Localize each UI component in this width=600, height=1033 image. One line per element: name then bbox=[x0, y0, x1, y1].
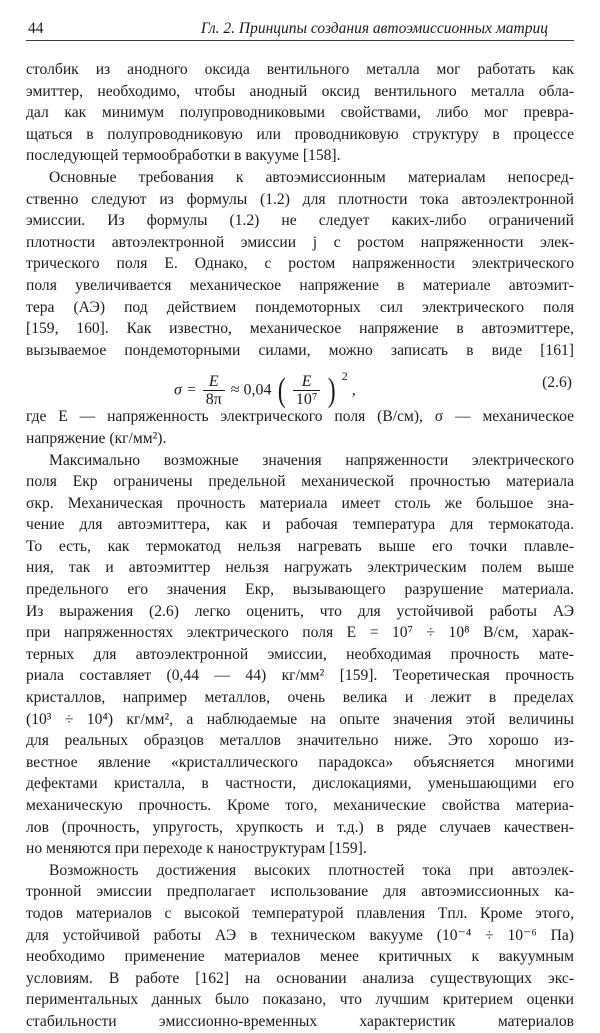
fraction-denominator: 10⁷ bbox=[295, 391, 318, 409]
text-line: напряжение (кг/мм²). bbox=[26, 429, 167, 447]
text-line: щаться в полупроводниковую или проводниковую структуру в процессе bbox=[26, 125, 574, 143]
text-line: эмиссии. Из формулы (1.2) не следует каких-либо ограничений bbox=[26, 212, 574, 230]
text-line: ственно следуют из формулы (1.2) для плотности тока автоэлектронной bbox=[26, 190, 574, 208]
text-line: эмиттер, необходимо, чтобы анодный оксид вентильного металла обла- bbox=[26, 82, 574, 100]
text-line: условиям. В работе [162] на основании анализа существующих экс- bbox=[26, 969, 574, 987]
text-line: тронной эмиссии предполагает использование для автоэмиссионных ка- bbox=[26, 883, 574, 901]
equation-formula bbox=[174, 366, 356, 408]
text-line: стабильности эмиссионно-временных характеристик материалов bbox=[26, 1012, 574, 1030]
text-line: механическую прочность. Кроме того, механические свойства материа- bbox=[26, 797, 574, 814]
page-number: 44 bbox=[28, 20, 44, 37]
chapter-title: Гл. 2. Принципы создания автоэмиссионных матриц bbox=[200, 20, 548, 37]
text-line: поля увеличивается механическое напряжение в материале автоэмит- bbox=[26, 276, 574, 294]
text-line: дал как минимум полупроводниковыми свойствами, либо мог превра- bbox=[26, 104, 574, 122]
text-line: столбик из анодного оксида вентильного металла мог работать как bbox=[26, 61, 574, 78]
text-line: терных для автоэлектронной эмиссии, необходимая прочность мате- bbox=[26, 645, 574, 663]
text-line: для реальных образцов металлов значительно ниже. Это хорошо из- bbox=[26, 732, 574, 750]
equation-lhs: σ = bbox=[174, 381, 197, 399]
text-line: дефектами кристалла, в частности, дислокациями, уменьшающими его bbox=[26, 775, 574, 793]
text-line: тера (АЭ) под действием пондемоторных сил электрического поля bbox=[26, 298, 574, 316]
text-line: периментальных данных было показано, что лучшим критерием оценки bbox=[26, 991, 574, 1009]
equation-exponent: 2 bbox=[341, 369, 348, 384]
text-line: [159, 160]. Как известно, механическое напряжение в автоэмиттере, bbox=[26, 320, 574, 338]
text-line: тодов материалов с высокой температурой плавления Tпл. Кроме этого, bbox=[26, 904, 574, 922]
fraction-numerator: E bbox=[293, 373, 321, 391]
fraction-e-over-10-7 bbox=[293, 373, 321, 408]
text-line: кристаллов, например металлов, очень велика и лежит в пределах bbox=[26, 689, 574, 707]
right-paren: ) bbox=[328, 371, 337, 409]
equation-comma: , bbox=[351, 381, 356, 399]
text-line: трического поля E. Однако, с ростом напряженности электрического bbox=[26, 255, 574, 273]
fraction-e-over-8pi bbox=[203, 373, 225, 408]
text-line: Возможность достижения высоких плотностей тока при автоэлек- bbox=[49, 861, 574, 879]
text-line: при напряженностях электрического поля E = 10⁷ ÷ 10⁸ В/см, харак- bbox=[26, 624, 574, 642]
text-line: Максимально возможные значения напряженности электрического bbox=[49, 451, 574, 469]
text-line: (10³ ÷ 10⁴) кг/мм², а наблюдаемые на опыте значения этой величины bbox=[26, 710, 574, 728]
text-line: для устойчивой работы АЭ в техническом вакууме (10⁻⁴ ÷ 10⁻⁶ Па) bbox=[26, 926, 574, 944]
left-paren: ( bbox=[277, 371, 286, 409]
text-line: но меняются при переходе к наноструктурам [159]. bbox=[26, 840, 367, 858]
text-line: риала составляет (0,44 — 44) кг/мм² [159]. Теоретическая прочность bbox=[26, 667, 574, 685]
text-line: вызываемое пондемоторными силами, можно записать в виде [161] bbox=[26, 341, 574, 359]
text-line: где E — напряженность электрического поля (В/см), σ — механическое bbox=[26, 408, 574, 426]
text-line: σкр. Механическая прочность материала имеет столь же большое зна- bbox=[26, 494, 574, 512]
text-line: чение для автоэмиттера, как и рабочая температура для термокатода. bbox=[26, 516, 574, 534]
equation-2-6 bbox=[26, 362, 574, 409]
fraction-denominator: 8π bbox=[205, 391, 222, 409]
text-line: лов (прочность, упругость, хрупкость и т.д.) в ряде случаев качествен- bbox=[26, 818, 574, 836]
equation-approx: ≈ 0,04 bbox=[230, 381, 272, 399]
text-line: ния, так и автоэмиттер нельзя нагружать электрическим полем выше bbox=[26, 559, 574, 577]
text-line: поля Eкр ограничены предельной механической прочностью материала bbox=[26, 473, 574, 491]
text-line: необходимо применение материалов менее критичных к вакуумным bbox=[26, 948, 574, 966]
equation-number: (2.6) bbox=[542, 374, 572, 392]
text-line: То есть, как термокатод нельзя нагревать выше его точки плавле- bbox=[26, 537, 574, 555]
book-page bbox=[26, 20, 574, 1033]
fraction-numerator: E bbox=[203, 373, 225, 391]
text-line: предельного его значения Eкр, вызывающего разрушение материала. bbox=[26, 581, 574, 599]
running-header bbox=[26, 20, 574, 41]
page-body bbox=[26, 59, 574, 1033]
text-line: последующей термообработки в вакууме [158]. bbox=[26, 147, 341, 165]
text-line: плотности автоэлектронной эмиссии j с ростом напряженности элек- bbox=[26, 233, 574, 251]
text-line: Основные требования к автоэмиссионным материалам непосред- bbox=[49, 168, 574, 186]
text-line: вестное явление «кристаллического парадокса» объясняется многими bbox=[26, 753, 574, 771]
text-line: Из выражения (2.6) легко оценить, что для устойчивой работы АЭ bbox=[26, 602, 574, 620]
